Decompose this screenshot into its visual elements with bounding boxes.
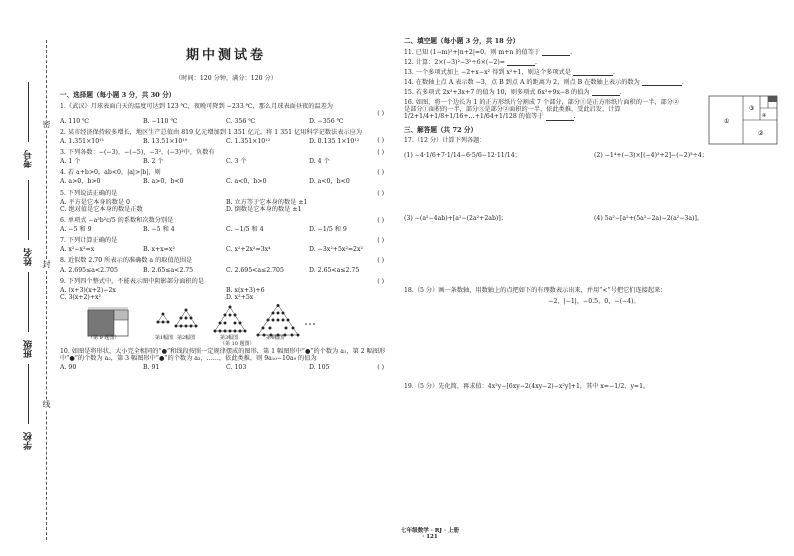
option: B. 2 个: [143, 158, 164, 166]
question-8: [60, 257, 392, 273]
square-partition-figure: [708, 95, 778, 145]
question-4: [60, 169, 392, 185]
option: C. −1/5 和 4: [226, 226, 264, 234]
answer-paren: ( ): [377, 109, 384, 117]
figure-caption: 第3幅图: [220, 335, 239, 342]
answer-paren: ( ): [377, 149, 384, 157]
option: C. 3(x+2)+x²: [60, 293, 101, 301]
binding-strip: [0, 0, 64, 556]
right-column: [404, 38, 784, 390]
option: C. 3 个: [226, 158, 247, 166]
fill-12: 12. 计算：2×(−3)²−3²÷6×(−2)= .: [404, 58, 537, 66]
section-title: 三、解答题（共 72 分）: [404, 125, 478, 134]
cut-mark: 密: [42, 120, 51, 129]
question-text: 19.（5 分）先化简，再求值：4x²y−[6xy−2(4xy−2)−x²y]+1，其中 x=−1/2，y=1。: [404, 382, 650, 390]
question-5: [60, 190, 392, 213]
answer-paren: ( ): [377, 257, 384, 265]
option: A. 110 ℃: [60, 117, 90, 125]
question-text: 9. 下列四个整式中，不能表示图中阴影部分面积的是: [60, 277, 204, 285]
option: B. x+x=x²: [143, 246, 175, 254]
question-text: 17.（12 分）计算下列各题：: [404, 137, 486, 145]
answer-blank[interactable]: [592, 89, 620, 96]
question-text: 7. 下列计算正确的是: [60, 237, 118, 245]
field-exam-number[interactable]: [22, 146, 36, 168]
answer-paren: ( ): [377, 136, 384, 144]
fill-13: 13. 一个多项式加上 −2+x−x² 得到 x²+1，则这个多项式是 .: [404, 68, 615, 76]
field-label: 考号: [24, 150, 34, 168]
figure-caption: 第4幅图: [266, 335, 285, 342]
option: A. 1 个: [60, 158, 81, 166]
field-label: 姓名: [24, 248, 34, 266]
answer-paren: ( ): [377, 237, 384, 245]
left-column: [60, 92, 392, 371]
cut-mark: 线: [42, 400, 51, 409]
option: A. −5 和 9: [60, 226, 92, 234]
fill-text: 16. 如图，将一个边长为 1 的正方形纸片分割成 7 个部分，部分①是正方形纸片面积的一半，部分②是部分①面积的一半，部分③是部分②面积的一半，依此类推，受此启发，计算 1/2+1/4+1/8+1/16+…+1/64+1/128 的值等于: [404, 99, 680, 121]
question-6: [60, 217, 392, 233]
option: A. (x+3)(x+2)−2x: [60, 286, 116, 294]
option: C. 356 ℃: [226, 117, 256, 125]
option: C. x²+2x²=3x⁴: [226, 246, 271, 254]
page-title: 期中测试卷: [185, 48, 266, 63]
option: B. x(x+3)+6: [226, 286, 265, 294]
option: B. 2.65≤a<2.75: [143, 266, 194, 274]
question-text: 10. 如图是将形状、大小完全相同的“●”和线段按照一定规律摆成的图形，第 1 幅图形中“●”的个数为 a₁，第 2 幅图形中“●”的个数为 a₂，第 3 幅图形中“●”的个数为 a₃，……，依此类推，则 9a₁₀−10a₉ 的值为: [60, 348, 386, 363]
option: B. 立方等于它本身的数是 ±1: [226, 198, 308, 206]
ellipsis-dots: [305, 323, 315, 325]
question-1: [60, 103, 392, 125]
dot-figure-1: [157, 313, 170, 324]
dot-figure-4: [257, 304, 300, 336]
field-name[interactable]: [22, 244, 36, 266]
sub-question: (4) 5a²−[a²+(5a²−2a)−2(a²−3a)]。: [594, 215, 704, 223]
figures-row: [60, 304, 392, 346]
answer-paren: ( ): [377, 364, 384, 372]
option: D. −1/5 和 9: [309, 226, 347, 234]
fill-text: 12. 计算：2×(−3)²−3²÷6×(−2)=: [404, 58, 505, 66]
question-text: 2. 某市经济保持较多增长，地区生产总值由 819 亿元增加到 1 351 亿元，将 1 351 亿用科学记数法表示应为: [60, 128, 363, 136]
fig-label: ②: [758, 130, 764, 138]
option: B. a>0，b<0: [143, 178, 184, 186]
field-school[interactable]: [22, 428, 36, 450]
section-title: 一、选择题（每小题 3 分，共 30 分）: [60, 91, 176, 99]
option: A. 平方是它本身的数是 0: [60, 198, 130, 206]
option: C. 绝对值是它本身的数是正数: [60, 205, 143, 213]
fill-16: 16. 如图，将一个边长为 1 的正方形纸片分割成 7 个部分，部分①是正方形纸片面积的一半，部分②是部分①面积的一半，部分③是部分②面积的一半，依此类推，受此启发，计算 1/2+1/4+1/8+1/16+…+1/64+1/128 的值等于 . ① ② ③ ④: [404, 99, 784, 120]
option: A. a>0，b>0: [60, 178, 101, 186]
fill-14: 14. 在数轴上点 A 表示数 −3，点 B 到点 A 的距离为 2，则点 B 在数轴上表示的数为 .: [404, 78, 684, 86]
sub-question: (3) −(a²−4ab)+[a²−(2a²+2ab)]；: [404, 215, 507, 223]
fill-11: 11. 已知 (1−m)²+|n+2|=0，则 m+n 的值等于 .: [404, 48, 573, 56]
option: A. x²−x²=x: [60, 246, 95, 254]
field-label: 班级: [24, 340, 34, 358]
question-9: [60, 278, 392, 301]
answer-paren: ( ): [377, 277, 384, 285]
sub-question: (1) −4·1/6+7·1/14−6·5/6−12·11/14；: [404, 152, 521, 160]
option: D. −356 ℃: [309, 117, 344, 125]
option: A. 1.351×10¹¹: [60, 137, 105, 145]
dot-figure-3: [214, 306, 247, 333]
option: B. 91: [143, 364, 160, 372]
answer-paren: ( ): [377, 216, 384, 224]
question-text: 6. 单项式 −a²b²c/5 的系数和次数分别是: [60, 216, 174, 224]
fill-text: 13. 一个多项式加上 −2+x−x² 得到 x²+1，则这个多项式是: [404, 68, 571, 76]
fig-label: ①: [724, 118, 730, 126]
option: A. 2.695≤a<2.705: [60, 266, 118, 274]
option: B. −5 和 4: [143, 226, 175, 234]
question-3: [60, 149, 392, 165]
question-2: [60, 129, 392, 145]
number-list: −2，|−1|，−0.5，0，−(−4)。: [548, 297, 640, 305]
option: B. 13.51×10¹⁰: [143, 137, 188, 145]
answer-paren: ( ): [377, 169, 384, 177]
option: A. 90: [60, 364, 77, 372]
option: D. 105: [309, 364, 330, 372]
question-text: 8. 近似数 2.70 所表示的准确数 a 的取值范围是: [60, 257, 193, 265]
question-text: 1.《武汉》月球表面白天的温度可达到 123 ℃，夜晚可降到 −233 ℃，那么月球表面昼夜的温差为: [60, 102, 333, 110]
answer-blank[interactable]: [546, 114, 574, 121]
figure-caption: 第1幅图: [155, 335, 174, 342]
question-text: 5. 下列说法正确的是: [60, 189, 118, 197]
fill-15: 15. 若多项式 2x²+3x+7 的值为 10，则多项式 6x²+9x−8 的值为 .: [404, 89, 622, 97]
question-text: 3. 下列各数：−(−3)，−(−5)，−3²，(−3)²中，负数有: [60, 149, 215, 157]
sub-question: (2) −1⁴+(−3)×[(−4)²+2]−(−2)³÷4；: [594, 152, 708, 160]
option: D. a<0，b<0: [309, 178, 350, 186]
dot-figure-2: [175, 309, 198, 328]
figure-caption: 第2幅图: [177, 335, 196, 342]
answer-blank[interactable]: [573, 69, 613, 76]
fill-text: 11. 已知 (1−m)²+|n+2|=0，则 m+n 的值等于: [404, 48, 541, 56]
option: D. 4 个: [309, 158, 330, 166]
figure-note: （第 9 题图）: [88, 335, 120, 342]
answer-blank[interactable]: [507, 59, 535, 66]
question-18: [404, 287, 784, 305]
option: C. 103: [226, 364, 247, 372]
option: B. −110 ℃: [143, 117, 178, 125]
fig-label: ④: [762, 113, 767, 120]
option: D. x²+5x: [226, 293, 254, 301]
page-subtitle: （时间：120 分钟，满分：120 分）: [175, 75, 277, 82]
answer-paren: ( ): [377, 189, 384, 197]
section-title: 二、填空题（每小题 3 分，共 18 分）: [404, 37, 520, 45]
figure-note: （第 10 题图）: [220, 341, 255, 348]
option: C. 2.695<a≤2.705: [226, 266, 284, 274]
q9-figure: [88, 308, 128, 336]
fill-text: 14. 在数轴上点 A 表示数 −3，点 B 到点 A 的距离为 2，则点 B 在数轴上表示的数为: [404, 78, 640, 86]
field-label: 学校: [24, 432, 34, 450]
cut-line: [46, 40, 47, 540]
answer-blank[interactable]: [542, 49, 570, 56]
question-text: 18.（5 分）画一条数轴，用数轴上的点把如下的有理数表示出来，并用“<”号把它们连接起来：: [404, 286, 667, 294]
option: C. 1.351×10¹²: [226, 137, 271, 145]
option: D. 2.65<a≤2.75: [309, 266, 360, 274]
fill-text: 15. 若多项式 2x²+3x+7 的值为 10，则多项式 6x²+9x−8 的值为: [404, 89, 590, 97]
field-class[interactable]: [22, 336, 36, 358]
option: D. 0.135 1×10¹²: [309, 137, 360, 145]
question-19: [404, 383, 784, 390]
fig-label: ③: [749, 105, 755, 113]
question-7: [60, 237, 392, 253]
question-17: [404, 137, 784, 222]
cut-mark: 封: [42, 260, 51, 269]
question-text: 4. 若 a+b>0，ab<0，|a|>|b|，则: [60, 169, 161, 177]
question-10: [60, 348, 392, 371]
option: C. a<0，b>0: [226, 178, 267, 186]
option: D. 倒数是它本身的数是 ±1: [226, 205, 302, 213]
option: D. −3x²+5x²=2x²: [309, 246, 363, 254]
page-footer: 七年级数学 · RJ · 上册 · 121: [400, 528, 460, 540]
answer-blank[interactable]: [642, 79, 682, 86]
